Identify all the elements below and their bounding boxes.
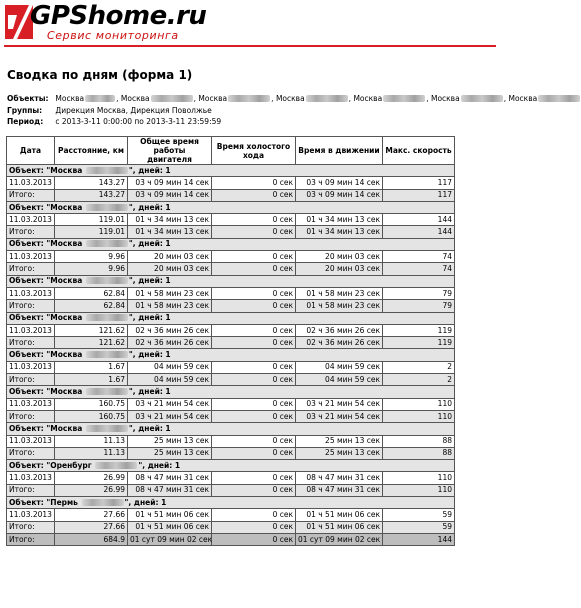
column-header: Дата — [7, 137, 55, 165]
table-cell: 121.62 — [55, 324, 128, 336]
objects-label: Объекты: — [7, 94, 49, 103]
table-cell: 25 мин 13 сек — [296, 447, 383, 459]
table-cell: 0 сек — [212, 472, 296, 484]
table-cell: 684.9 — [55, 533, 128, 545]
table-cell: 02 ч 36 мин 26 сек — [128, 324, 212, 336]
object-group-row — [7, 460, 455, 472]
table-cell: 79 — [383, 287, 455, 299]
table-cell: 143.27 — [55, 177, 128, 189]
table-row — [7, 324, 455, 336]
object-group-prefix: Объект: "Оренбург — [9, 460, 95, 470]
object-group-title — [7, 423, 455, 435]
table-cell: Итого: — [7, 521, 55, 533]
object-group-prefix: Объект: "Москва — [9, 423, 85, 433]
table-cell: 04 мин 59 сек — [128, 374, 212, 386]
table-cell: Итого: — [7, 533, 55, 545]
table-cell: 11.03.2013 — [7, 214, 55, 226]
table-cell: 119 — [383, 324, 455, 336]
table-cell: 11.13 — [55, 447, 128, 459]
object-group-suffix: ", дней: 1 — [138, 460, 181, 470]
report-body — [7, 165, 455, 546]
table-cell: 2 — [383, 361, 455, 373]
groups-row — [7, 105, 581, 117]
table-cell: 0 сек — [212, 214, 296, 226]
table-cell: 03 ч 09 мин 14 сек — [128, 177, 212, 189]
table-row — [7, 361, 455, 373]
column-header: Общее время работы двигателя — [128, 137, 212, 165]
table-cell: 08 ч 47 мин 31 сек — [296, 472, 383, 484]
table-cell: 01 сут 09 мин 02 сек — [128, 533, 212, 545]
object-group-title — [7, 349, 455, 361]
subtotal-row — [7, 189, 455, 201]
object-group-title — [7, 275, 455, 287]
object-name: Москва — [198, 94, 228, 103]
object-group-prefix: Объект: "Москва — [9, 350, 85, 360]
table-cell: 144 — [383, 533, 455, 545]
table-cell: 11.03.2013 — [7, 251, 55, 263]
table-cell: 11.03.2013 — [7, 472, 55, 484]
column-header: Время в движении — [296, 137, 383, 165]
table-cell: 0 сек — [212, 189, 296, 201]
table-cell: 20 мин 03 сек — [128, 251, 212, 263]
object-group-suffix: ", дней: 1 — [128, 386, 171, 396]
table-row — [7, 177, 455, 189]
table-cell: 88 — [383, 447, 455, 459]
object-group-title — [7, 497, 455, 509]
table-cell: 08 ч 47 мин 31 сек — [128, 472, 212, 484]
table-cell: 03 ч 21 мин 54 сек — [296, 410, 383, 422]
table-cell: 04 мин 59 сек — [296, 374, 383, 386]
table-cell: 02 ч 36 мин 26 сек — [296, 324, 383, 336]
object-group-prefix: Объект: "Москва — [9, 239, 85, 249]
redacted-mask — [86, 314, 128, 321]
table-cell: 03 ч 09 мин 14 сек — [296, 189, 383, 201]
table-cell: Итого: — [7, 263, 55, 275]
table-row — [7, 435, 455, 447]
table-cell: Итого: — [7, 410, 55, 422]
object-group-suffix: ", дней: 1 — [128, 276, 171, 286]
table-cell: 143.27 — [55, 189, 128, 201]
table-cell: 0 сек — [212, 226, 296, 238]
table-cell: 144 — [383, 214, 455, 226]
table-cell: 01 ч 51 мин 06 сек — [296, 509, 383, 521]
redacted-mask — [461, 95, 503, 102]
object-group-prefix: Объект: "Москва — [9, 276, 85, 286]
table-cell: 2 — [383, 374, 455, 386]
redacted-mask — [86, 240, 128, 247]
table-cell: 160.75 — [55, 410, 128, 422]
object-name: Москва — [55, 94, 85, 103]
redacted-mask — [82, 499, 124, 506]
object-group-suffix: ", дней: 1 — [128, 423, 171, 433]
table-cell: 04 мин 59 сек — [128, 361, 212, 373]
table-cell: 03 ч 21 мин 54 сек — [128, 398, 212, 410]
table-cell: 25 мин 13 сек — [128, 435, 212, 447]
object-group-suffix: ", дней: 1 — [124, 497, 167, 507]
report-title: Сводка по дням (форма 1) — [7, 68, 193, 82]
object-group-title — [7, 238, 455, 250]
object-group-suffix: ", дней: 1 — [128, 313, 171, 323]
table-cell: 01 ч 58 мин 23 сек — [128, 300, 212, 312]
table-cell: 110 — [383, 410, 455, 422]
table-cell: 0 сек — [212, 410, 296, 422]
separator: , — [426, 94, 431, 103]
table-cell: 03 ч 09 мин 14 сек — [128, 189, 212, 201]
table-cell: 11.03.2013 — [7, 361, 55, 373]
objects-list — [55, 94, 581, 103]
table-cell: 01 сут 09 мин 02 сек — [296, 533, 383, 545]
table-cell: 11.03.2013 — [7, 435, 55, 447]
table-cell: 03 ч 21 мин 54 сек — [296, 398, 383, 410]
redacted-mask — [383, 95, 425, 102]
table-cell: 02 ч 36 мин 26 сек — [128, 337, 212, 349]
object-group-row — [7, 386, 455, 398]
table-cell: 0 сек — [212, 324, 296, 336]
table-cell: 11.13 — [55, 435, 128, 447]
table-cell: Итого: — [7, 300, 55, 312]
table-cell: 27.66 — [55, 509, 128, 521]
separator: , — [116, 94, 121, 103]
object-group-prefix: Объект: "Москва — [9, 202, 85, 212]
table-cell: 08 ч 47 мин 31 сек — [128, 484, 212, 496]
table-cell: 04 мин 59 сек — [296, 361, 383, 373]
object-group-row — [7, 165, 455, 177]
table-cell: 0 сек — [212, 337, 296, 349]
redacted-mask — [86, 277, 128, 284]
table-cell: 0 сек — [212, 361, 296, 373]
redacted-mask — [86, 167, 128, 174]
subtotal-row — [7, 521, 455, 533]
table-cell: Итого: — [7, 484, 55, 496]
table-cell: 1.67 — [55, 361, 128, 373]
redacted-mask — [86, 388, 128, 395]
brand-tagline: Сервис мониторинга — [47, 29, 179, 42]
table-cell: 02 ч 36 мин 26 сек — [296, 337, 383, 349]
object-name: Москва — [120, 94, 150, 103]
table-cell: 74 — [383, 263, 455, 275]
table-cell: 0 сек — [212, 484, 296, 496]
object-group-row — [7, 497, 455, 509]
grand-total-row — [7, 533, 455, 545]
redacted-mask — [86, 204, 128, 211]
column-header: Расстояние, км — [55, 137, 128, 165]
table-cell: Итого: — [7, 374, 55, 386]
subtotal-row — [7, 337, 455, 349]
table-cell: 11.03.2013 — [7, 177, 55, 189]
table-cell: 01 ч 51 мин 06 сек — [296, 521, 383, 533]
table-cell: 0 сек — [212, 435, 296, 447]
gps-logo-icon — [5, 5, 33, 39]
object-name: Москва — [508, 94, 538, 103]
object-name: Москва — [353, 94, 383, 103]
column-header: Время холостого хода — [212, 137, 296, 165]
table-cell: 119 — [383, 337, 455, 349]
subtotal-row — [7, 263, 455, 275]
table-row — [7, 398, 455, 410]
table-cell: 20 мин 03 сек — [296, 263, 383, 275]
table-header-row — [7, 137, 455, 165]
period-row — [7, 116, 581, 128]
redacted-mask — [306, 95, 348, 102]
table-cell: 0 сек — [212, 263, 296, 275]
table-cell: 01 ч 58 мин 23 сек — [296, 287, 383, 299]
table-row — [7, 214, 455, 226]
period-value: с 2013-3-11 0:00:00 по 2013-3-11 23:59:59 — [55, 117, 222, 126]
table-cell: 0 сек — [212, 287, 296, 299]
table-cell: 03 ч 21 мин 54 сек — [128, 410, 212, 422]
table-cell: 01 ч 34 мин 13 сек — [128, 214, 212, 226]
table-cell: 11.03.2013 — [7, 509, 55, 521]
site-header — [0, 0, 500, 48]
table-cell: 117 — [383, 189, 455, 201]
table-cell: 110 — [383, 484, 455, 496]
table-cell: 79 — [383, 300, 455, 312]
table-cell: 01 ч 34 мин 13 сек — [296, 226, 383, 238]
table-cell: 01 ч 34 мин 13 сек — [128, 226, 212, 238]
table-cell: 9.96 — [55, 251, 128, 263]
table-cell: 0 сек — [212, 509, 296, 521]
table-cell: 88 — [383, 435, 455, 447]
object-group-row — [7, 312, 455, 324]
table-cell: 26.99 — [55, 484, 128, 496]
report-meta — [7, 93, 581, 128]
table-cell: 0 сек — [212, 521, 296, 533]
table-cell: 119.01 — [55, 214, 128, 226]
table-cell: 01 ч 51 мин 06 сек — [128, 509, 212, 521]
table-cell: 27.66 — [55, 521, 128, 533]
object-group-row — [7, 349, 455, 361]
table-cell: 01 ч 58 мин 23 сек — [296, 300, 383, 312]
object-group-title — [7, 165, 455, 177]
subtotal-row — [7, 226, 455, 238]
table-cell: 26.99 — [55, 472, 128, 484]
object-name: Москва — [430, 94, 460, 103]
subtotal-row — [7, 484, 455, 496]
column-header: Макс. скорость — [383, 137, 455, 165]
table-cell: 121.62 — [55, 337, 128, 349]
object-group-prefix: Объект: "Пермь — [9, 497, 81, 507]
table-cell: 144 — [383, 226, 455, 238]
table-cell: 08 ч 47 мин 31 сек — [296, 484, 383, 496]
redacted-mask — [151, 95, 193, 102]
object-group-prefix: Объект: "Москва — [9, 165, 85, 175]
table-row — [7, 472, 455, 484]
table-cell: 160.75 — [55, 398, 128, 410]
table-cell: 0 сек — [212, 177, 296, 189]
period-label: Период: — [7, 117, 44, 126]
table-cell: 01 ч 51 мин 06 сек — [128, 521, 212, 533]
table-cell: 62.84 — [55, 287, 128, 299]
object-group-title — [7, 312, 455, 324]
table-cell: 0 сек — [212, 398, 296, 410]
redacted-mask — [86, 425, 128, 432]
object-name: Москва — [275, 94, 305, 103]
table-cell: 110 — [383, 472, 455, 484]
table-cell: 11.03.2013 — [7, 287, 55, 299]
table-cell: 0 сек — [212, 533, 296, 545]
table-cell: 9.96 — [55, 263, 128, 275]
separator: , — [348, 94, 354, 103]
subtotal-row — [7, 447, 455, 459]
table-cell: 119.01 — [55, 226, 128, 238]
object-group-prefix: Объект: "Москва — [9, 313, 85, 323]
object-group-suffix: ", дней: 1 — [128, 239, 171, 249]
redacted-mask — [85, 95, 115, 102]
table-cell: 20 мин 03 сек — [128, 263, 212, 275]
report-table — [6, 136, 455, 546]
table-cell: 0 сек — [212, 251, 296, 263]
redacted-mask — [538, 95, 580, 102]
table-cell: 25 мин 13 сек — [296, 435, 383, 447]
objects-row — [7, 93, 581, 105]
object-group-row — [7, 275, 455, 287]
object-group-suffix: ", дней: 1 — [128, 350, 171, 360]
separator: , — [503, 94, 509, 103]
table-cell: 1.67 — [55, 374, 128, 386]
table-cell: Итого: — [7, 447, 55, 459]
table-cell: 74 — [383, 251, 455, 263]
subtotal-row — [7, 300, 455, 312]
table-cell: 01 ч 34 мин 13 сек — [296, 214, 383, 226]
subtotal-row — [7, 374, 455, 386]
object-group-suffix: ", дней: 1 — [128, 202, 171, 212]
table-cell: 01 ч 58 мин 23 сек — [128, 287, 212, 299]
object-group-prefix: Объект: "Москва — [9, 386, 85, 396]
object-group-row — [7, 201, 455, 213]
groups-value: Дирекция Москва, Дирекция Поволжье — [55, 105, 212, 115]
object-group-title — [7, 460, 455, 472]
object-group-suffix: ", дней: 1 — [128, 165, 171, 175]
table-row — [7, 287, 455, 299]
object-group-row — [7, 423, 455, 435]
table-cell: 117 — [383, 177, 455, 189]
table-cell: 11.03.2013 — [7, 398, 55, 410]
redacted-mask — [86, 351, 128, 358]
table-cell: 59 — [383, 521, 455, 533]
table-cell: 20 мин 03 сек — [296, 251, 383, 263]
table-cell: 0 сек — [212, 374, 296, 386]
table-cell: 03 ч 09 мин 14 сек — [296, 177, 383, 189]
table-cell: 62.84 — [55, 300, 128, 312]
separator: , — [271, 94, 276, 103]
table-cell: 59 — [383, 509, 455, 521]
table-cell: Итого: — [7, 226, 55, 238]
separator: , — [193, 94, 199, 103]
object-group-title — [7, 201, 455, 213]
table-cell: 25 мин 13 сек — [128, 447, 212, 459]
redacted-mask — [95, 462, 137, 469]
groups-label: Группы: — [7, 105, 43, 115]
table-cell: 0 сек — [212, 300, 296, 312]
table-row — [7, 251, 455, 263]
object-group-row — [7, 238, 455, 250]
table-cell: Итого: — [7, 189, 55, 201]
table-cell: 0 сек — [212, 447, 296, 459]
redacted-mask — [228, 95, 270, 102]
table-cell: 11.03.2013 — [7, 324, 55, 336]
table-cell: 110 — [383, 398, 455, 410]
subtotal-row — [7, 410, 455, 422]
object-group-title — [7, 386, 455, 398]
brand-name: GPShome.ru — [30, 1, 207, 31]
header-divider — [4, 45, 496, 47]
table-cell: Итого: — [7, 337, 55, 349]
table-row — [7, 509, 455, 521]
